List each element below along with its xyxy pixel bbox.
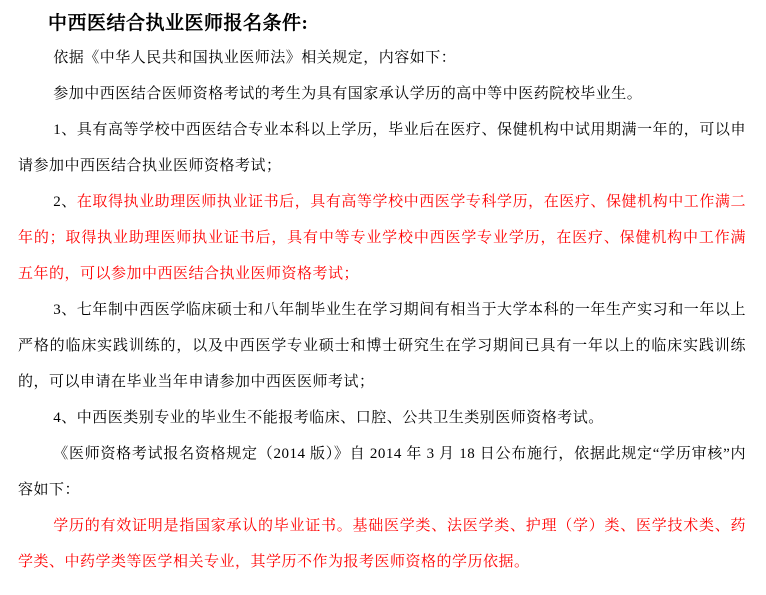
paragraph-regulation-2014: 《医师资格考试报名资格规定（2014 版）》自 2014 年 3 月 18 日公布施行，依据此规定“学历审核”内容如下： xyxy=(18,446,746,498)
item-2-text: 在取得执业助理医师执业证书后，具有高等学校中西医学专科学历，在医疗、保健机构中工作满二年的；取得执业助理医师执业证书后，具有中等专业学校中西医学专业学历，在医疗、保健机构中工作满五年的，可以参加中西医结合执业医师资格考试； xyxy=(18,194,746,282)
paragraph-item-4: 4、中西医类别专业的毕业生不能报考临床、口腔、公共卫生类别医师资格考试。 xyxy=(53,410,604,426)
paragraph-degree-validity: 学历的有效证明是指国家承认的毕业证书。基础医学类、法医学类、护理（学）类、医学技术类、药学类、中药学类等医学相关专业，其学历不作为报考医师资格的学历依据。 xyxy=(18,518,746,570)
item-2-number: 2、 xyxy=(53,194,77,210)
paragraph-item-3: 3、七年制中西医学临床硕士和八年制毕业生在学习期间有相当于大学本科的一年生产实习和一年以上严格的临床实践训练的，以及中西医学专业硕士和博士研究生在学习期间已具有一年以上的临床实践训练的，可以申请在毕业当年申请参加中西医医师考试； xyxy=(18,302,746,390)
paragraph-item-1: 1、具有高等学校中西医结合专业本科以上学历，毕业后在医疗、保健机构中试用期满一年的，可以申请参加中西医结合执业医师资格考试； xyxy=(18,122,746,174)
paragraph-eligibility-statement: 参加中西医结合医师资格考试的考生为具有国家承认学历的高中等中医药院校毕业生。 xyxy=(53,86,643,102)
page-title: 中西医结合执业医师报名条件: xyxy=(48,13,309,34)
paragraph-basis-statement: 依据《中华人民共和国执业医师法》相关规定，内容如下： xyxy=(53,50,457,66)
paragraph-item-2 xyxy=(18,184,746,292)
